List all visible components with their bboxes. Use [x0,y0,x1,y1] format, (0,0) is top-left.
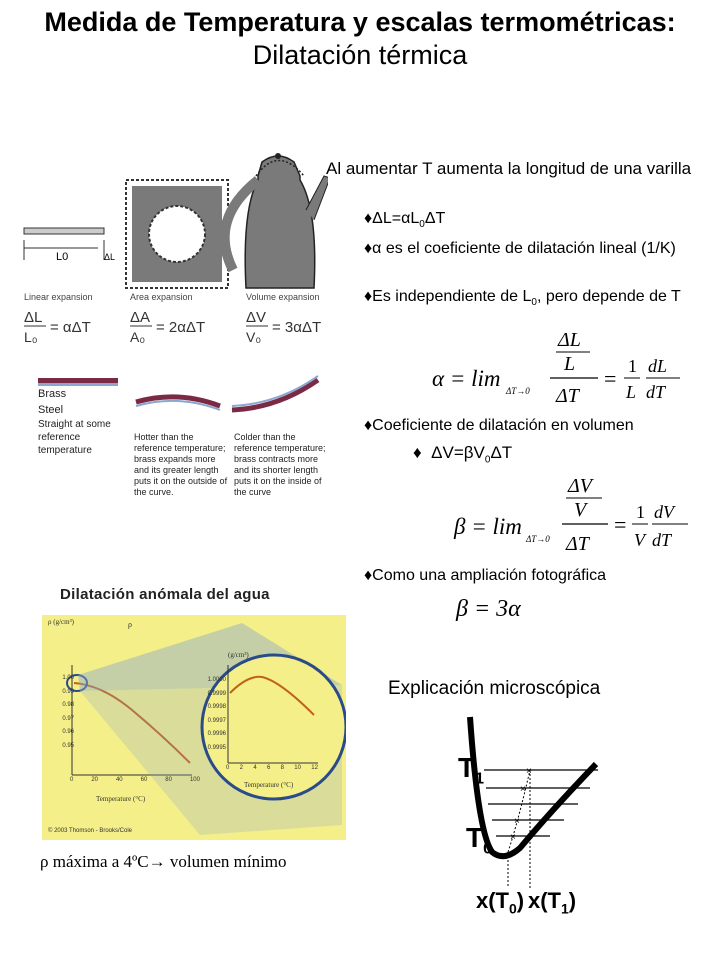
svg-text:dV: dV [654,502,674,522]
micro-heading: Explicación microscópica [388,678,601,699]
pot-spout [306,176,328,220]
water-figure [42,615,346,840]
linear-rod [24,228,104,234]
svg-text:ΔT: ΔT [566,533,589,555]
svg-text:V₀: V₀ [246,329,262,345]
page-title [0,6,720,72]
svg-text:β = lim: β = lim [454,514,522,539]
svg-text:×: × [520,784,526,795]
right-ylabel: (g/cm³) [228,651,249,659]
volume-label: Volume expansion [246,292,320,302]
l0-label: L0 [56,251,69,263]
left-yticks: 1.00 0.99 0.98 0.97 0.96 0.95 [62,675,74,749]
right-yticks: 1.0000 0.9999 0.9998 0.9997 0.9996 0.9995 [207,677,226,751]
title-normal: Dilatación térmica [252,40,468,70]
right-xticks: 0 2 4 6 8 10 12 [226,765,318,771]
svg-text:ΔT: ΔT [556,385,579,407]
svg-text:dL: dL [648,356,668,376]
svg-text:×: × [510,832,516,843]
t0-label: $T_0$ [466,822,493,858]
steel-label: Steel [38,404,64,416]
svg-text:= 2αΔT: = 2αΔT [156,319,206,336]
bullet-volume-coef: ♦Coeficiente de dilatación en volumen [364,417,634,434]
brass-label: Brass [38,388,67,400]
svg-text:=: = [604,366,617,391]
hotter-label: Hotter than the reference temperature; brass expands more and its greater length puts it on the outside of the curve. [134,432,228,497]
svg-text:ΔT→0: ΔT→0 [506,386,530,396]
water-graphs [42,615,346,840]
beta-3alpha: β = 3α [456,596,521,622]
svg-text:α = lim: α = lim [432,366,501,391]
bullet-photo: ♦Como una ampliación fotográfica [364,567,607,584]
svg-text:=: = [614,512,627,537]
svg-text:A₀: A₀ [130,329,146,345]
svg-text:L: L [626,382,637,402]
x-t0-label: $x(T_0)$ [476,888,525,917]
straight-label: Straight at some reference temperature [38,419,111,456]
svg-text:1: 1 [636,502,645,522]
bullet-independent: ♦Es independiente de $L_0$, pero depende de T [364,288,681,309]
intro-text: Al aumentar T aumenta la longitud de una varilla [326,159,692,178]
svg-text:ΔL: ΔL [24,309,43,326]
strip-straight [38,378,118,383]
right-xlabel: Temperature (°C) [244,781,294,789]
svg-text:L: L [564,353,576,375]
svg-text:ΔV: ΔV [568,475,592,497]
svg-text:ΔT→0: ΔT→0 [526,534,550,544]
svg-text:×: × [526,766,532,777]
svg-text:= αΔT: = αΔT [50,319,91,336]
svg-text:V: V [574,499,587,521]
svg-text:ΔL: ΔL [558,329,581,351]
water-heading: Dilatación anómala del agua [60,586,270,603]
pot-body [245,156,315,288]
svg-text:V: V [634,530,645,550]
svg-text:dT: dT [646,382,666,402]
left-ylabel: ρ (g/cm³) [48,618,75,626]
alpha-formula [430,318,690,408]
svg-text:= 3αΔT: = 3αΔT [272,319,322,336]
svg-text:dT: dT [652,530,672,550]
area-hole [149,206,205,262]
bullet-dv: ♦ $\Delta V=\beta V_0\Delta T$ [413,443,513,466]
area-label: Area expansion [130,292,193,302]
svg-text:L₀: L₀ [24,329,38,345]
bullet-dl: $♦\Delta L=\alpha L_0\Delta T$ [364,210,446,231]
title-bold: Medida de Temperatura y escalas termométricas: [44,7,676,37]
copyright: © 2003 Thomson - Brooks/Cole [48,828,133,834]
linear-label: Linear expansion [24,292,93,302]
t1-label: $T_1$ [458,752,485,788]
bullet-alpha: ♦α es el coeficiente de dilatación lineal (1/K) [364,240,676,257]
x-t1-label: $x(T_1)$ [528,888,577,917]
water-caption: ρ máxima a 4ºC→ volumen mínimo [40,852,287,871]
svg-text:×: × [514,816,520,827]
rho-symbol: ρ [128,620,132,629]
beta-formula [452,470,692,560]
dl-label: ΔL [104,252,116,262]
left-xlabel: Temperature (°C) [96,795,146,803]
svg-text:1: 1 [628,356,637,376]
svg-text:ΔV: ΔV [246,309,267,326]
colder-label: Colder than the reference temperature; brass contracts more and its shorter length puts it on the inside of the curve [234,432,326,497]
svg-text:ΔA: ΔA [130,309,151,326]
left-xticks: 0 20 40 60 80 100 [70,777,200,783]
